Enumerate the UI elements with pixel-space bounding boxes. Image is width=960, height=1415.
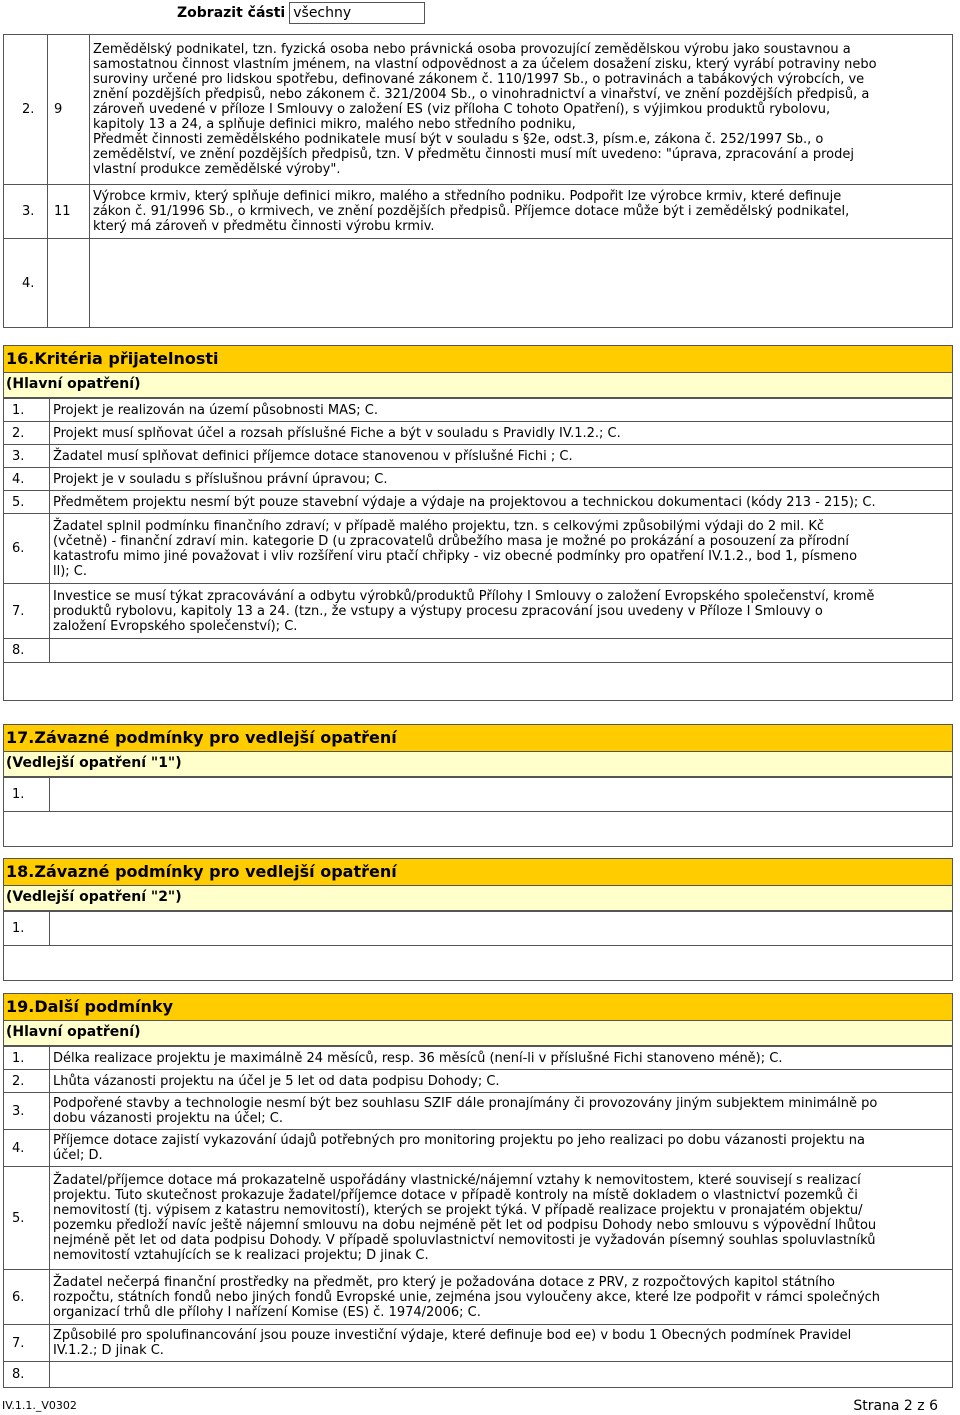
list-item: 1. Délka realizace projektu je maximálně 24 měsíců, resp. 36 měsíců (není-li v příslušné Fichi stanoveno méně); C. xyxy=(4,1047,953,1070)
section-16 xyxy=(3,345,953,701)
section-filter-select[interactable]: všechny xyxy=(289,2,425,24)
list-item: 3. Žadatel musí splňovat definici příjemce dotace stanovenou v příslušné Fichi ; C. xyxy=(4,445,953,468)
section-18 xyxy=(3,858,953,981)
table-row xyxy=(4,185,953,239)
list-item: 5. Žadatel/příjemce dotace má prokazatelně uspořádány vlastnické/nájemní vztahy k nemovitostem, které souvisejí s realizací projektu. Tuto skutečnost prokazuje žadatel/příjemce dotace v případě kontroly na místě dokladem o vlastnictví pozemků či nemovitostí (tj. výpisem z katastru nemovitostí), kterých se projekt týká. V případě realizace projektu v pronajatém objektu/ pozemku předloží navíc ještě nájemní smlouvu na dobu nejméně pět let od podpisu Dohody nebo smlouvu s výpovědní lhůtou nejméně pět let od data podpisu Dohody. V případě spoluvlastnictví nemovitosti je vyžadován písemný souhlas spoluvlastníků nemovitostí vztahujících se k realizaci projektu; D jinak C. xyxy=(4,1167,953,1270)
section-subtitle: (Hlavní opatření) xyxy=(3,373,953,398)
page-number: Strana 2 z 6 xyxy=(853,1398,938,1414)
list-item: 2. Projekt musí splňovat účel a rozsah příslušné Fiche a být v souladu s Pravidly IV.1.2.; C. xyxy=(4,422,953,445)
row-text: Zemědělský podnikatel, tzn. fyzická osoba nebo právnická osoba provozující zemědělskou výrobu jako soustavnou a samostatnou činnost vlastním jménem, na vlastní odpovědnost a za účelem dosažení zisku, který vyrábí potraviny nebo suroviny určené pro lidskou spotřebu, definované zákonem č. 110/1997 Sb., o potravinách a tabákových výrobcích, ve znění pozdějších předpisů, nebo zákonem č. 321/2004 Sb., o vinohradnictví a vinařství, ve znění pozdějších předpisů, a zároveň uvedené v příloze I Smlouvy o založení ES (viz příloha C tohoto Opatření), s výjimkou produktů rybolovu, kapitoly 13 a 24, a splňuje definici mikro, malého nebo středního podniku, Předmět činnosti zemědělského podnikatele musí být v souladu s §2e, odst.3, písm.e, zákona č. 252/1997 Sb., o zemědělství, ve znění pozdějších předpisů, tzn. V předmětu činnosti musí mít uvedeno: "úprava, zpracování a prodej vlastní produkce zemědělské výroby". xyxy=(90,35,953,185)
section-subtitle: (Vedlejší opatření "1") xyxy=(3,752,953,777)
row-number: 2. xyxy=(4,35,48,185)
list-item: 7. Investice se musí týkat zpracovávání a odbytu výrobků/produktů Přílohy I Smlouvy o založení Evropského společenství, kromě produktů rybolovu, kapitoly 13 a 24. (tzn., že vstupy a výstupy procesu zpracování jsou uvedeny v Příloze I Smlouvy o založení Evropského společenství); C. xyxy=(4,584,953,639)
list-item: 7. Způsobilé pro spolufinancování jsou pouze investiční výdaje, které definuje bod ee) v bodu 1 Obecných podmínek Pravidel IV.1.2.; D jinak C. xyxy=(4,1325,953,1362)
section-title: 17.Závazné podmínky pro vedlejší opatření xyxy=(3,724,953,752)
blank-row xyxy=(4,812,953,847)
row-code: 11 xyxy=(48,185,90,239)
list-item: 6. Žadatel splnil podmínku finančního zdraví; v případě malého projektu, tzn. s celkovými způsobilými výdaji do 2 mil. Kč (včetně) - finanční zdraví min. kategorie D (u zpracovatelů drůbežího masa je možné po prokázání a posouzení za přírodní katastrofu mimo jiné považovat i vliv rozšíření viru ptačí chřipky - viz obecné podmínky pro opatření IV.1.2., bod 1, písmeno ll); C. xyxy=(4,514,953,584)
blank-row xyxy=(4,663,953,701)
section-title: 18.Závazné podmínky pro vedlejší opatření xyxy=(3,858,953,886)
list-item: 3. Podpořené stavby a technologie nesmí být bez souhlasu SZIF dále pronajímány či provozovány jiným subjektem minimálně po dobu vázanosti projektu na účel; C. xyxy=(4,1093,953,1130)
table-row xyxy=(4,239,953,328)
section-subtitle: (Hlavní opatření) xyxy=(3,1021,953,1046)
conditions-list xyxy=(3,1046,953,1388)
blank-row xyxy=(4,946,953,981)
list-item: 1. xyxy=(4,778,953,812)
row-code xyxy=(48,239,90,328)
filter-bar xyxy=(177,2,425,24)
section-17 xyxy=(3,724,953,847)
document-code: IV.1.1._V0302 xyxy=(2,1399,77,1412)
section-19 xyxy=(3,993,953,1388)
row-text: Výrobce krmiv, který splňuje definici mikro, malého a středního podniku. Podpořit lze výrobce krmiv, které definuje zákon č. 91/1996 Sb., o krmivech, ve znění pozdějších předpisů. Příjemce dotace může být i zemědělský podnikatel, který má zároveň v předmětu činnosti výrobu krmiv. xyxy=(90,185,953,239)
list-item: 4. Příjemce dotace zajistí vykazování údajů potřebných pro monitoring projektu po jeho realizaci po dobu vázanosti projektu na účel; D. xyxy=(4,1130,953,1167)
criteria-list xyxy=(3,398,953,701)
filter-label: Zobrazit části xyxy=(177,5,286,21)
row-code: 9 xyxy=(48,35,90,185)
list-item: 5. Předmětem projektu nesmí být pouze stavební výdaje a výdaje na projektovou a technickou dokumentaci (kódy 213 - 215); C. xyxy=(4,491,953,514)
list-item: 1. xyxy=(4,912,953,946)
conditions-list xyxy=(3,777,953,847)
list-item: 1. Projekt je realizován na území působnosti MAS; C. xyxy=(4,399,953,422)
section-title: 16.Kritéria přijatelnosti xyxy=(3,345,953,373)
row-number: 4. xyxy=(4,239,48,328)
list-item: 6. Žadatel nečerpá finanční prostředky na předmět, pro který je požadována dotace z PRV, z rozpočtových kapitol státního rozpočtu, státních fondů nebo jiných fondů Evropské unie, zejména jsou vyloučeny akce, které lze podpořit v rámci společných organizací trhů dle přílohy I nařízení Komise (ES) č. 1974/2006; C. xyxy=(4,1270,953,1325)
row-text xyxy=(90,239,953,328)
section-subtitle: (Vedlejší opatření "2") xyxy=(3,886,953,911)
section-title: 19.Další podmínky xyxy=(3,993,953,1021)
beneficiary-table xyxy=(3,34,953,328)
list-item: 8. xyxy=(4,639,953,663)
list-item: 4. Projekt je v souladu s příslušnou právní úpravou; C. xyxy=(4,468,953,491)
row-number: 3. xyxy=(4,185,48,239)
list-item: 8. xyxy=(4,1362,953,1388)
list-item: 2. Lhůta vázanosti projektu na účel je 5 let od data podpisu Dohody; C. xyxy=(4,1070,953,1093)
table-row xyxy=(4,35,953,185)
conditions-list xyxy=(3,911,953,981)
